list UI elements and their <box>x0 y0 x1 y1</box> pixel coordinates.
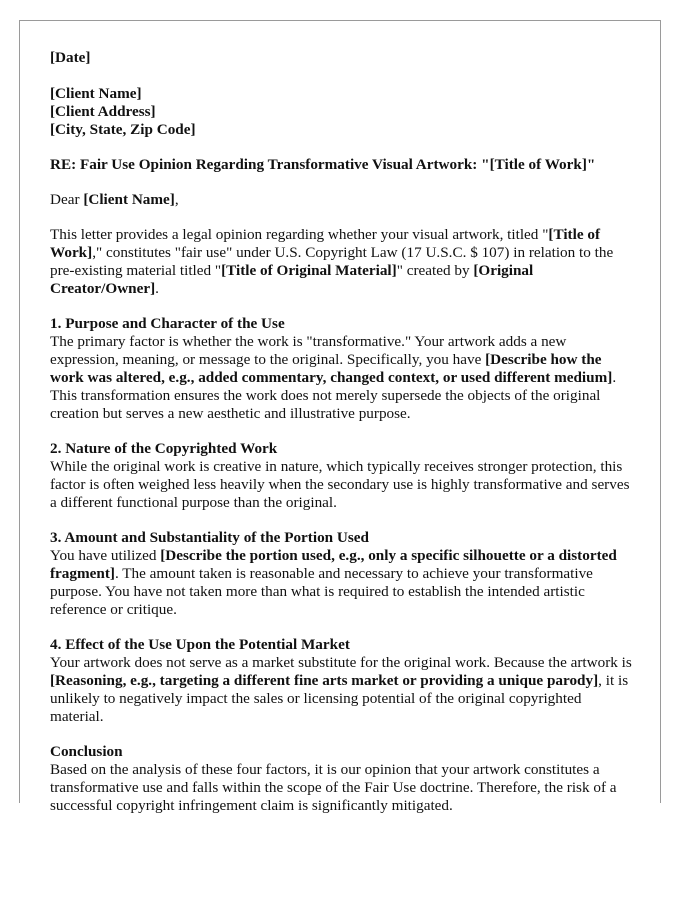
section-heading: 1. Purpose and Character of the Use <box>50 315 285 332</box>
section-nature <box>50 440 636 512</box>
recipient-name: [Client Name] <box>50 85 142 102</box>
intro-text-3: " created by <box>396 262 474 279</box>
section-text: The primary factor is whether the work is "transformative." Your artwork adds a new expression, meaning, or message to the original. Specifically, you have <box>50 333 567 368</box>
section-text: . This transformation ensures the work does not merely supersede the objects of the original creation but serves a new aesthetic and illustrative purpose. <box>50 369 617 422</box>
letter-body <box>50 49 636 815</box>
intro-text-4: . <box>155 280 159 297</box>
section-heading: Conclusion <box>50 743 123 760</box>
section-text: Your artwork does not serve as a market substitute for the original work. Because the artwork is <box>50 654 632 671</box>
section-paragraph: Based on the analysis of these four factors, it is our opinion that your artwork constitutes a transformative use and falls within the scope of the Fair Use doctrine. Therefore, the risk of a successful copyright infringement claim is significantly mitigated. <box>50 761 617 814</box>
subject-line: RE: Fair Use Opinion Regarding Transformative Visual Artwork: "[Title of Work]" <box>50 156 596 173</box>
salutation <box>50 191 636 209</box>
section-placeholder: [Describe the portion used, e.g., only a specific silhouette or a distorted fragment] <box>50 547 617 582</box>
section-text: . The amount taken is reasonable and necessary to achieve your transformative purpose. You have not taken more than what is required to establish the intended artistic reference or critique. <box>50 565 593 618</box>
section-market-effect <box>50 636 636 726</box>
intro-title-of-original: [Title of Original Material] <box>221 262 397 279</box>
section-heading: 4. Effect of the Use Upon the Potential Market <box>50 636 350 653</box>
intro-text-1: This letter provides a legal opinion regarding whether your visual artwork, titled " <box>50 226 549 243</box>
section-paragraph: While the original work is creative in nature, which typically receives stronger protection, this factor is often weighed less heavily when the secondary use is highly transformative and serves a different functional purpose than the original. <box>50 458 630 511</box>
section-amount <box>50 529 636 619</box>
recipient-address: [Client Address] <box>50 103 156 120</box>
intro-text-2: ," constitutes "fair use" under U.S. Copyright Law (17 U.S.C. $ 107) in relation to the pre-existing material titled " <box>50 244 614 279</box>
intro-paragraph <box>50 226 636 298</box>
salutation-prefix: Dear <box>50 191 84 208</box>
intro-original-creator: [Original Creator/Owner] <box>50 262 534 297</box>
section-placeholder: [Describe how the work was altered, e.g., added commentary, changed context, or used different medium] <box>50 351 613 386</box>
section-text: , it is unlikely to negatively impact the sales or licensing potential of the original copyrighted material. <box>50 672 629 725</box>
letter-date: [Date] <box>50 49 91 66</box>
section-text: You have utilized <box>50 547 161 564</box>
section-paragraph <box>50 333 636 423</box>
section-conclusion <box>50 743 636 815</box>
intro-title-of-work: [Title of Work] <box>50 226 601 261</box>
recipient-block <box>50 85 636 139</box>
section-purpose <box>50 315 636 423</box>
recipient-city-state-zip: [City, State, Zip Code] <box>50 121 196 138</box>
section-placeholder: [Reasoning, e.g., targeting a different fine arts market or providing a unique parody] <box>50 672 599 689</box>
section-paragraph <box>50 654 636 726</box>
section-heading: 2. Nature of the Copyrighted Work <box>50 440 278 457</box>
letter-page <box>19 20 661 814</box>
section-paragraph <box>50 547 636 619</box>
salutation-suffix: , <box>174 191 179 208</box>
section-heading: 3. Amount and Substantiality of the Portion Used <box>50 529 369 546</box>
salutation-name: [Client Name] <box>83 191 175 208</box>
